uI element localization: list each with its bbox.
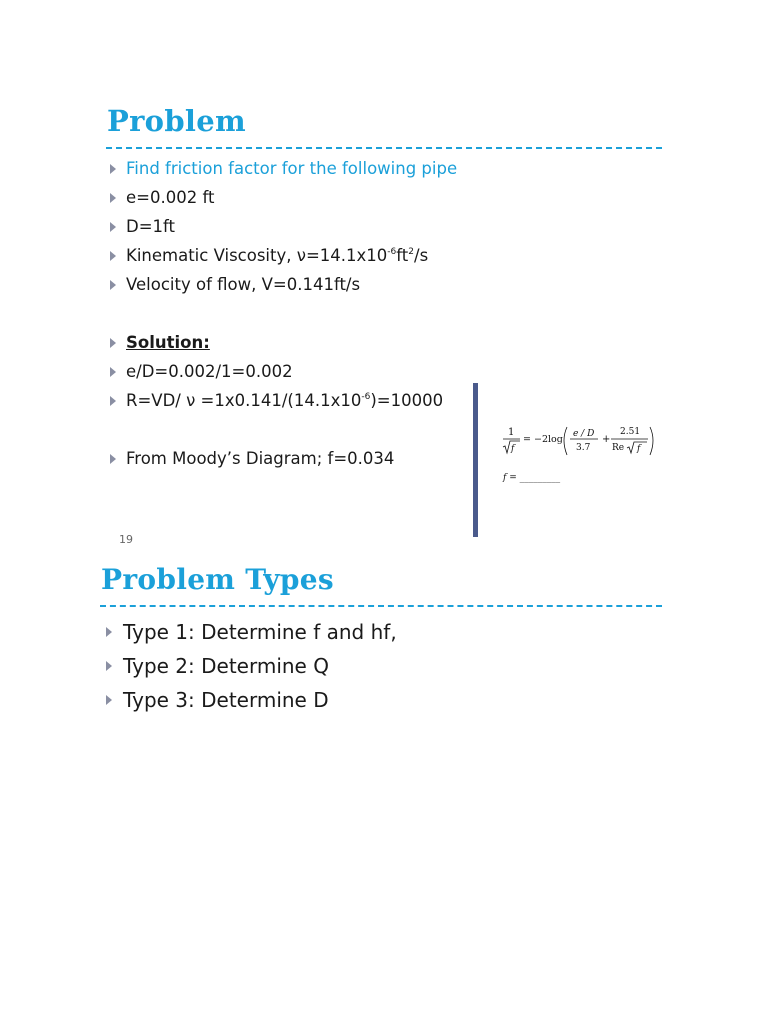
list-item: R=VD/ $\nu =1x0.141/(14.1x10^{-6})=10000$	[108, 386, 457, 415]
list-spacer	[108, 299, 457, 328]
bullet-arrow-icon	[110, 280, 116, 290]
list-item: Type 3: Determine D	[104, 683, 397, 717]
slide1-title: Problem	[107, 104, 246, 138]
slide2-title: Problem Types	[101, 563, 334, 596]
formula-plus: +	[602, 434, 611, 445]
bullet-arrow-icon	[106, 695, 112, 705]
colebrook-formula	[500, 420, 670, 490]
slide2-bullet-list	[104, 615, 397, 717]
bullet-arrow-icon	[110, 222, 116, 232]
list-item: D=1ft	[108, 212, 457, 241]
list-item: Find friction factor for the following pipe	[108, 154, 457, 183]
bullet-arrow-icon	[110, 338, 116, 348]
slide1-bullet-list	[108, 154, 457, 473]
list-item: e/D=0.002/1=0.002	[108, 357, 457, 386]
list-item: e=0.002 ft	[108, 183, 457, 212]
formula-re: Re	[612, 443, 625, 453]
formula-eq: = −2log	[523, 434, 563, 445]
list-item: From Moody’s Diagram; f=0.034	[108, 444, 457, 473]
list-item: Type 1: Determine f and hf,	[104, 615, 397, 649]
vertical-divider	[473, 383, 478, 537]
bullet-arrow-icon	[106, 661, 112, 671]
page-number: 19	[119, 533, 133, 546]
slide2-title-divider	[100, 605, 662, 607]
formula-37: 3.7	[576, 443, 591, 453]
bullet-arrow-icon	[110, 454, 116, 464]
formula-e-over-d: e / D	[573, 429, 595, 439]
bullet-arrow-icon	[110, 164, 116, 174]
solution-heading: Solution:	[126, 333, 210, 352]
formula-f-blank: f = _________	[503, 473, 561, 483]
formula-f: f	[511, 444, 515, 454]
bullet-arrow-icon	[106, 627, 112, 637]
bullet-arrow-icon	[110, 367, 116, 377]
list-item: Kinematic Viscosity, $\nu=14.1x10^{-6}ft^2/s$	[108, 241, 457, 270]
list-item	[108, 328, 457, 357]
list-item: Velocity of flow, V=0.141ft/s	[108, 270, 457, 299]
slide1-title-divider	[106, 147, 662, 149]
formula-251: 2.51	[620, 427, 641, 437]
bullet-arrow-icon	[110, 251, 116, 261]
list-item: Type 2: Determine Q	[104, 649, 397, 683]
formula-one: 1	[508, 427, 515, 438]
bullet-arrow-icon	[110, 396, 116, 406]
list-spacer	[108, 415, 457, 444]
bullet-arrow-icon	[110, 193, 116, 203]
svg-text:f: f	[637, 444, 641, 454]
